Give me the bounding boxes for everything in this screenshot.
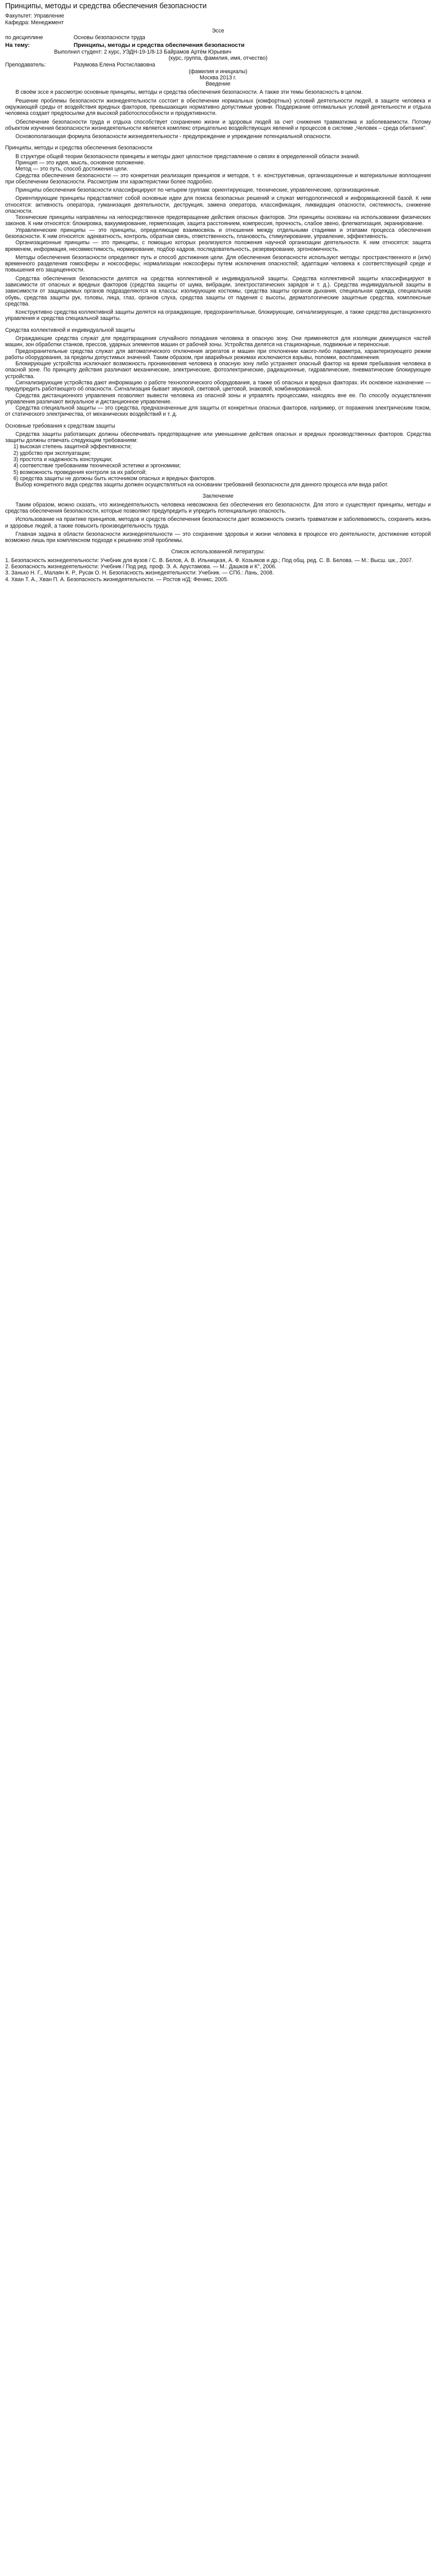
document-title: Принципы, методы и средства обеспечения безопасности (5, 2, 207, 10)
bibliography-item: 4. Хван Т. А., Хван П. А. Безопасность жизнедеятельности. — Ростов н/Д: Феникс, 2005. (5, 576, 229, 583)
paragraph: Обеспечение безопасности труда и отдыха способствует сохранению жизни и здоровья людей за счет снижения травматизма и заболеваемости. Потому объектом изучения безопасности жизнедеятельности является комплекс отрицательно воздействующих явлений и процессов в системе „Человек – среда обитания". (5, 118, 431, 131)
faculty-line: Факультет: Управление (5, 13, 64, 20)
paragraph: Ограждающие средства служат для предотвращения случайного попадания человека в опасную зону. Они применяются для изоляции движущихся частей машин, зон обработки станков, прессов, ударных элементов машин от рабочей зоны. Устройства делятся на стационарные, подвижные и переносные. (5, 335, 431, 348)
section-heading: Средства коллективной и индивидуальной защиты (5, 327, 135, 333)
list-item: 5) возможность проведения контроля за их работой; (13, 469, 147, 476)
teacher-hint: (фамилия и инициалы) (188, 68, 248, 75)
teacher-row (5, 62, 431, 68)
protection-section (5, 327, 431, 418)
section-heading: Основные требования к средствам защиты (5, 422, 115, 429)
document-page (0, 0, 436, 583)
paragraph: Предохранительные средства служат для автоматического отключения агрегатов и машин при отклонении какого-либо параметра, характеризующего режим работы оборудования, за пределы допустимых значений. Таким образом, при аварийных режимах исключаются взрывы, поломки, воспламенения. (5, 348, 431, 361)
paragraph: Управленческие принципы — это принципы, определяющие взаимосвязь и отношения между отдельными стадиями и этапами процесса обеспечения безопасности. К ним относятся: адекватность, контроль, обратная связь, ответственность, плановость, стимулирование, управление, эффективность. (5, 227, 431, 240)
paragraph: В структуре общей теории безопасности принципы и методы дают целостное представление о связях в определенной области знаний. (15, 153, 360, 160)
topic-value: Принципы, методы и средства обеспечения безопасности (74, 42, 245, 48)
essay-word: Эссе (212, 27, 224, 34)
paragraph: Средства обеспечения безопасности делятся на средства коллективной и индивидуальной защиты. Средства коллективной защиты классифицируют в зависимости от опасных и вредных факторов (средства защиты от шума, вибрации, электростатических зарядов и т. д.). Средства индивидуальной защиты в зависимости от защищаемых органов подразделяются на классы: изолирующие костюмы, средства защиты органов дыхания, специальная одежда, специальная обувь, средства защиты рук, головы, лица, глаз, органов слуха, средства защиты от падения с высоты, дерматологические защитные средства, комплексные средства. (5, 275, 431, 307)
topic-label: На тему: (5, 42, 30, 48)
paragraph: Сигнализирующие устройства дают информацию о работе технологического оборудования, а также об опасных и вредных факторах. Их основное назначение — предупредить работающего об опасности. Сигнализация бывает звуковой, световой, цветовой, знаковой, комбинированной. (5, 379, 431, 393)
paragraph: Использование на практике принципов, методов и средств обеспечения безопасности дает возможность снизить травматизм и заболеваемость, сохранить жизнь и здоровье людей, а также повысить производительность труда. (5, 516, 431, 529)
paragraph: Средства обеспечения безопасности — это конкретная реализация принципов и методов, т. е. конструктивные, организационные и материальные воплощения при обеспечении безопасности. Рассмотрим эти характеристики более подробно. (5, 172, 431, 185)
department-line: Кафедра: Менеджмент (5, 19, 64, 26)
intro-heading: Введение (205, 81, 231, 88)
list-item: 4) соответствие требованиям технической эстетики и эргономики; (13, 463, 181, 469)
list-item: 6) средства защиты не должны быть источником опасных и вредных факторов. (13, 475, 216, 482)
paragraph: Выбор конкретного вида средства защиты должен осуществляться на основании требований безопасности для данного процесса или вида работ. (15, 482, 389, 488)
paragraph: В своём эссе я рассмотрю основные принципы, методы и средства обеспечения безопасности. А также эти темы безопасность в целом. (15, 89, 363, 96)
paragraph: Организационные принципы — это принципы, с помощью которых реализуются положения научной организации деятельности. К ним относятся: защита временем, информация, несовместимость, нормирование, подбор кадров, последовательность, резервирование, эргономичность. (5, 240, 431, 252)
teacher-value: Разумова Елена Ростиславовна (74, 62, 155, 69)
paragraph: Средства дистанционного управления позволяют вывести человека из опасной зоны и управлять процессами, находясь вне ее. По способу осуществления управления различают визуальное и дистанционное управление. (5, 392, 431, 405)
paragraph: Методы обеспечения безопасности определяют путь и способ достижения цели. Для обеспечения безопасности используют методы: пространственного и (или) временного разделения гомосферы и ноксосферы; нормализации ноксосферы путем исключения опасностей; адаптации человека к соответствующей среде и повышения его защищенности. (5, 254, 431, 274)
teacher-label: Преподаватель: (5, 62, 46, 69)
requirements-section (5, 423, 431, 488)
place-year: Москва 2013 г. (199, 74, 237, 81)
paragraph: Таким образом, можно сказать, что жизнедеятельность человека невозможна без обеспечения его безопасности. Для этого и существуют принципы, методы и средства обеспечения безопасности, которые позволяют предупредить и упредить потенциальную опасность. (5, 501, 431, 515)
bibliography-item: 2. Безопасность жизнедеятельности: Учебник / Под ред. проф. Э. А. Арустамова. — М.: Дашков и К°, 2006. (5, 563, 277, 570)
paragraph: Принцип — это идея, мысль, основное положение. (15, 159, 145, 166)
paragraph: Технические принципы направлены на непосредственное предотвращение действия опасных факторов. Эти принципы основаны на использовании физических законов. К ним относятся: блокировка, вакуумирование, герметизация, защита расстоянием, компрессия, прочность, слабое звено, флегматизация, экранирование. (5, 214, 431, 227)
paragraph: Средства специальной защиты — это средства, предназначенные для защиты от конкретных опасных факторов, например, от поражения электрическим током, от статического электричества, от механических воздействий и т. д. (5, 405, 431, 418)
intro-section (5, 89, 431, 140)
discipline-row (5, 35, 431, 41)
paragraph: Конструктивно средства коллективной защиты делятся на ограждающие, предохранительные, блокирующие, сигнализирующие, а также средства дистанционного управления и средства специальной защиты. (5, 309, 431, 322)
discipline-label: по дисциплине (5, 35, 43, 41)
discipline-value: Основы безопасности труда (74, 35, 146, 41)
section-heading: Принципы, методы и средства обеспечения безопасности (5, 145, 152, 151)
paragraph: Блокирующие устройства исключают возможность проникновения человека в опасную зону либо устраняют опасный фактор на время пребывания человека в опасной зоне. По принципу действия различают механические, электрические, фотоэлектрические, радиационные, гидравлические, пневматические блокирующие устройства. (5, 361, 431, 380)
requirements-list (5, 444, 431, 482)
bibliography-section (5, 549, 431, 582)
paragraph: Средства защиты работающих должны обеспечивать предотвращение или уменьшение действия опасных и вредных производственных факторов. Средства защиты должны отвечать следующим требованиям: (5, 431, 431, 444)
paragraph: Метод — это путь, способ достижения цели. (15, 166, 128, 173)
conclusion-section (5, 493, 431, 544)
conclusion-heading: Заключение (202, 493, 234, 500)
executed-hint: (курс, группа, фамилия, имя, отчество) (168, 55, 268, 62)
list-item: 3) простота и надежность конструкции; (13, 456, 113, 463)
bibliography-item: 1. Безопасность жизнедеятельности: Учебник для вузов / С. В. Белов, А. В. Ильницкая, А. Ф. Козьяков и др.; Под общ. ред. С. В. Белова. — М.: Высш. шк., 2007. (5, 557, 413, 564)
list-item: 1) высокая степень защитной эффективности; (13, 444, 132, 450)
paragraph: Решение проблемы безопасности жизнедеятельности состоит в обеспечении нормальных (комфортных) условий деятельности людей, в защите человека и окружающей среды от воздействия вредных факторов, превышающих нормативно допустимые уровни. Поддержание оптимальных условий деятельности и отдыха человека создает предпосылки для высокой работоспособности и продуктивности. (5, 97, 431, 117)
paragraph: Ориентирующие принципы представляют собой основные идеи для поиска безопасных решений и служат методологической и информационной базой. К ним относятся: активность оператора, гуманизация деятельности, деструкция, замена оператора, классификация, ликвидация опасности, системность, снижение опасности. (5, 195, 431, 214)
bibliography-item: 3. Занько Н. Г., Малаян К. Р., Русак О. Н. Безопасность жизнедеятельности: Учебник. — СПб.: Лань, 2008. (5, 570, 274, 577)
list-item: 2) удобство при эксплуатации; (13, 450, 91, 456)
executed-by: Выполнил студент: 2 курс, УЭДН-19-1/8-13 Байрамов Артём Юрьевич (54, 48, 232, 55)
paragraph: Основополагающая формула безопасности жизнедеятельности - предупреждение и упреждение потенциальной опасности. (15, 133, 332, 140)
principles-section (5, 145, 431, 321)
paragraph: Главная задача в области безопасности жизнедеятельности — это сохранение здоровья и жизни человека в процессе его деятельности, достижение которой возможно лишь при комплексном подходе к решению этой проблемы. (5, 531, 431, 544)
topic-row (5, 42, 431, 49)
paragraph: Принципы обеспечения безопасности классифицируют по четырем группам: ориентирующие, технические, управленческие, организационные. (15, 187, 380, 194)
bibliography-heading: Список использованной литературы: (171, 549, 265, 555)
